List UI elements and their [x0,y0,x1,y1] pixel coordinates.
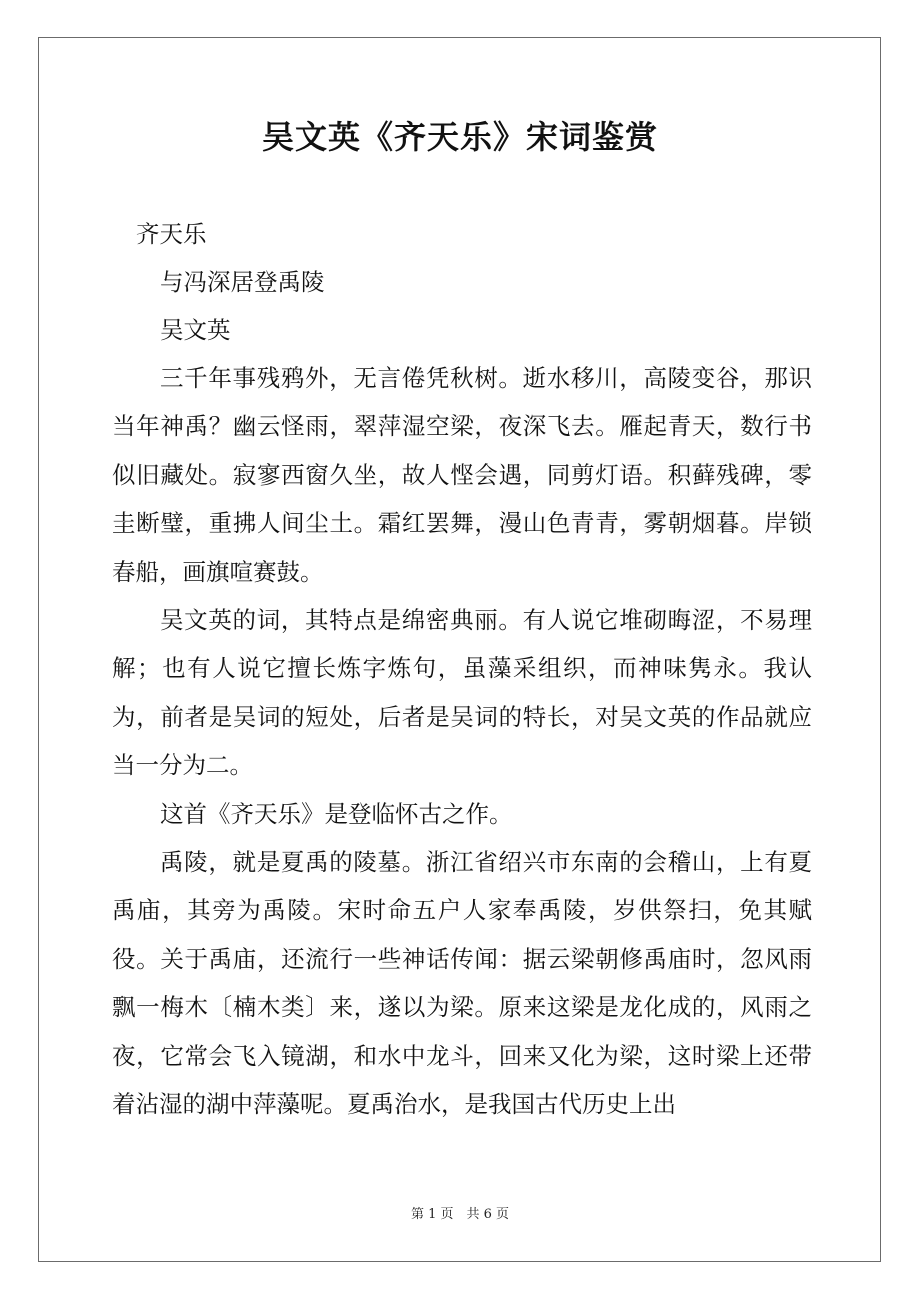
poem-author: 吴文英 [160,316,231,344]
body-paragraph: 这首《齐天乐》是登临怀古之作。 [160,799,513,828]
poem-title: 齐天乐 [136,220,207,248]
body-paragraph: 吴文英的词，其特点是绵密典丽。有人说它堆砌晦涩，不易理解；也有人说它擅长炼字炼句，虽藻采组织，而神味隽永。我认为，前者是吴词的短处，后者是吴词的特长，对吴文英的作品就应当一分为二。 [112,606,812,780]
document-body [112,354,812,1129]
page-number-footer: 第 1 页 共 6 页 [410,1207,510,1222]
poem-subtitle: 与冯深居登禹陵 [160,268,325,296]
body-paragraph: 禹陵，就是夏禹的陵墓。浙江省绍兴市东南的会稽山，上有夏禹庙，其旁为禹陵。宋时命五户人家奉禹陵，岁供祭扫，免其赋役。关于禹庙，还流行一些神话传闻：据云梁朝修禹庙时，忽风雨飘一梅木〔楠木类〕来，遂以为梁。原来这梁是龙化成的，风雨之夜，它常会飞入镜湖，和水中龙斗，回来又化为梁，这时梁上还带着沾湿的湖中萍藻呢。夏禹治水，是我国古代历史上出 [112,848,812,1119]
poem-text-paragraph: 三千年事残鸦外，无言倦凭秋树。逝水移川，高陵变谷，那识当年神禹？幽云怪雨，翠萍湿空梁，夜深飞去。雁起青天，数行书似旧藏处。寂寥西窗久坐，故人悭会遇，同剪灯语。积藓残碑，零圭断璧，重拂人间尘土。霜红罢舞，漫山色青青，雾朝烟暮。岸锁春船，画旗喧赛鼓。 [112,364,812,586]
document-title: 吴文英《齐天乐》宋词鉴赏 [261,118,658,156]
